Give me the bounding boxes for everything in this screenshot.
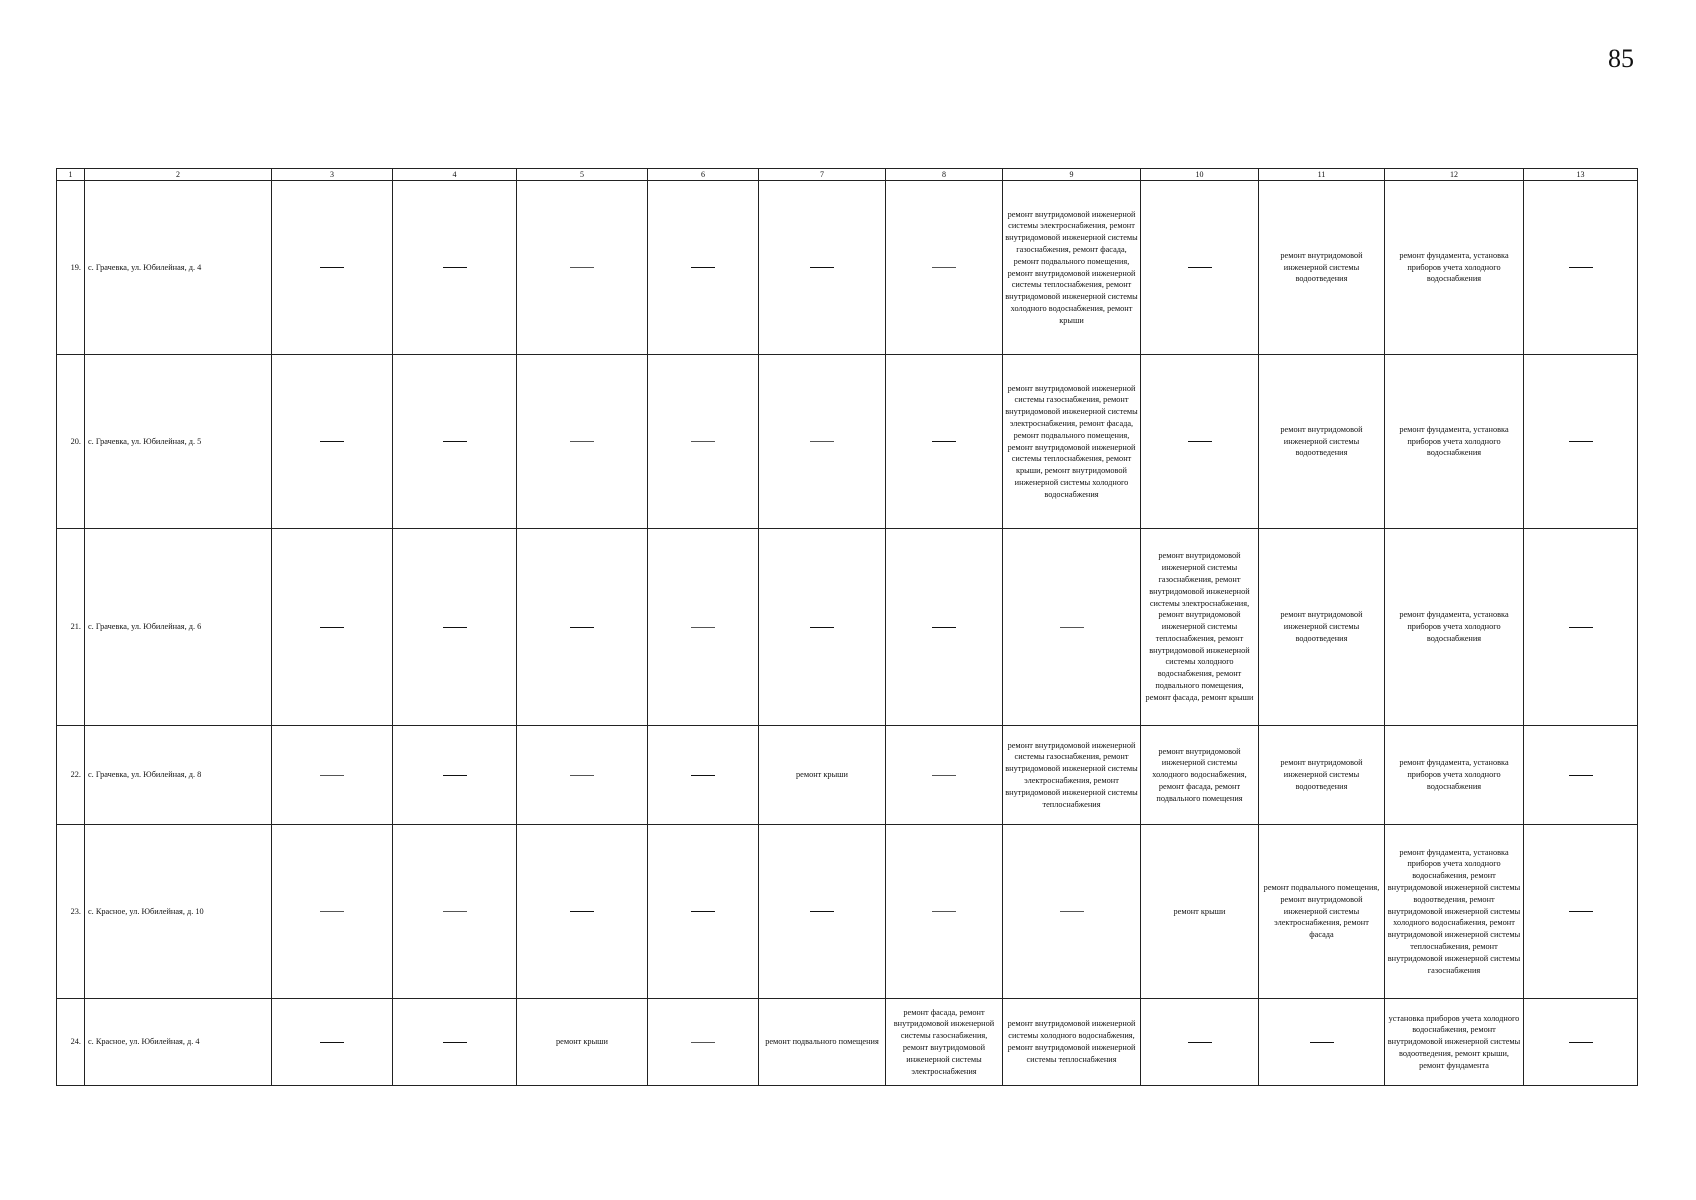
empty-cell [886,181,1003,355]
dash-mark [932,267,956,268]
empty-cell [759,181,886,355]
work-cell: ремонт внутридомовой инженерной системы электроснабжения, ремонт внутридомовой инженерной системы газоснабжения, ремонт фасада, ремонт подвального помещения, ремонт внутридомовой инженерной системы теплоснабжения, ремонт внутридомовой инженерной системы холодного водоснабжения, ремонт крыши [1003,181,1141,355]
empty-cell [886,529,1003,726]
dash-mark [691,441,715,442]
column-header: 10 [1141,169,1259,181]
empty-cell [272,726,393,825]
empty-cell [1003,825,1141,999]
row-number: 24. [57,999,85,1086]
dash-mark [320,627,344,628]
work-cell: ремонт внутридомовой инженерной системы холодного водоснабжения, ремонт внутридомовой инженерной системы теплоснабжения [1003,999,1141,1086]
table-row [57,825,1638,999]
column-header: 11 [1259,169,1385,181]
dash-mark [1188,267,1212,268]
dash-mark [810,267,834,268]
table-row [57,181,1638,355]
dash-mark [932,627,956,628]
empty-cell [759,529,886,726]
dash-mark [691,775,715,776]
column-number-header-row [57,169,1638,181]
empty-cell [1141,999,1259,1086]
table-row [57,355,1638,529]
work-cell: ремонт крыши [759,726,886,825]
dash-mark [1060,627,1084,628]
work-cell: ремонт внутридомовой инженерной системы газоснабжения, ремонт внутридомовой инженерной системы электроснабжения, ремонт внутридомовой инженерной системы теплоснабжения [1003,726,1141,825]
empty-cell [1259,999,1385,1086]
table-row [57,726,1638,825]
empty-cell [886,355,1003,529]
dash-mark [1188,441,1212,442]
column-header: 7 [759,169,886,181]
page-number: 85 [1608,44,1634,73]
dash-mark [1060,911,1084,912]
dash-mark [443,267,467,268]
dash-mark [1310,1042,1334,1043]
row-number: 22. [57,726,85,825]
empty-cell [648,355,759,529]
empty-cell [393,999,517,1086]
address-cell: с. Грачевка, ул. Юбилейная, д. 8 [85,726,272,825]
row-number: 23. [57,825,85,999]
dash-mark [1569,627,1593,628]
dash-mark [570,911,594,912]
dash-mark [570,267,594,268]
dash-mark [320,911,344,912]
work-cell: ремонт внутридомовой инженерной системы водоотведения [1259,529,1385,726]
work-cell: ремонт крыши [1141,825,1259,999]
empty-cell [759,825,886,999]
work-cell: ремонт крыши [517,999,648,1086]
work-cell: ремонт внутридомовой инженерной системы газоснабжения, ремонт внутридомовой инженерной системы электроснабжения, ремонт внутридомовой инженерной системы теплоснабжения, ремонт внутридомовой инженерной системы холодного водоснабжения, ремонт подвального помещения, ремонт фасада, ремонт крыши [1141,529,1259,726]
column-header: 4 [393,169,517,181]
work-cell: установка приборов учета холодного водоснабжения, ремонт внутридомовой инженерной системы водоотведения, ремонт крыши, ремонт фундамента [1385,999,1524,1086]
dash-mark [320,267,344,268]
empty-cell [393,726,517,825]
empty-cell [1524,999,1638,1086]
work-cell: ремонт внутридомовой инженерной системы холодного водоснабжения, ремонт фасада, ремонт подвального помещения [1141,726,1259,825]
dash-mark [1569,775,1593,776]
table-row [57,529,1638,726]
dash-mark [810,911,834,912]
empty-cell [1524,355,1638,529]
work-cell: ремонт фундамента, установка приборов учета холодного водоснабжения, ремонт внутридомовой инженерной системы водоотведения, ремонт внутридомовой инженерной системы холодного водоснабжения, ремонт внутридомовой инженерной системы теплоснабжения, ремонт внутридомовой инженерной системы газоснабжения [1385,825,1524,999]
dash-mark [691,267,715,268]
column-header: 13 [1524,169,1638,181]
dash-mark [320,775,344,776]
work-cell: ремонт фасада, ремонт внутридомовой инженерной системы газоснабжения, ремонт внутридомовой инженерной системы электроснабжения [886,999,1003,1086]
dash-mark [320,1042,344,1043]
empty-cell [393,529,517,726]
dash-mark [1569,267,1593,268]
empty-cell [1141,355,1259,529]
address-cell: с. Красное, ул. Юбилейная, д. 4 [85,999,272,1086]
dash-mark [443,441,467,442]
dash-mark [1188,1042,1212,1043]
work-cell: ремонт внутридомовой инженерной системы водоотведения [1259,355,1385,529]
empty-cell [886,726,1003,825]
empty-cell [759,355,886,529]
empty-cell [517,355,648,529]
empty-cell [648,181,759,355]
work-cell: ремонт фундамента, установка приборов учета холодного водоснабжения [1385,355,1524,529]
column-header: 2 [85,169,272,181]
empty-cell [272,825,393,999]
dash-mark [932,441,956,442]
address-cell: с. Грачевка, ул. Юбилейная, д. 5 [85,355,272,529]
empty-cell [393,181,517,355]
row-number: 20. [57,355,85,529]
dash-mark [570,775,594,776]
empty-cell [272,181,393,355]
empty-cell [1524,181,1638,355]
empty-cell [272,355,393,529]
work-cell: ремонт фундамента, установка приборов учета холодного водоснабжения [1385,726,1524,825]
work-cell: ремонт фундамента, установка приборов учета холодного водоснабжения [1385,181,1524,355]
dash-mark [320,441,344,442]
empty-cell [648,529,759,726]
dash-mark [443,627,467,628]
empty-cell [648,726,759,825]
column-header: 12 [1385,169,1524,181]
dash-mark [932,775,956,776]
column-header: 8 [886,169,1003,181]
empty-cell [1141,181,1259,355]
empty-cell [1003,529,1141,726]
empty-cell [1524,529,1638,726]
dash-mark [691,1042,715,1043]
column-header: 6 [648,169,759,181]
column-header: 5 [517,169,648,181]
column-header: 9 [1003,169,1141,181]
repair-schedule-table [56,168,1638,1086]
address-cell: с. Грачевка, ул. Юбилейная, д. 4 [85,181,272,355]
table-row [57,999,1638,1086]
empty-cell [517,825,648,999]
work-cell: ремонт внутридомовой инженерной системы водоотведения [1259,181,1385,355]
empty-cell [272,999,393,1086]
dash-mark [810,441,834,442]
dash-mark [691,911,715,912]
row-number: 19. [57,181,85,355]
empty-cell [648,999,759,1086]
address-cell: с. Грачевка, ул. Юбилейная, д. 6 [85,529,272,726]
row-number: 21. [57,529,85,726]
empty-cell [648,825,759,999]
dash-mark [932,911,956,912]
empty-cell [517,529,648,726]
dash-mark [1569,1042,1593,1043]
address-cell: с. Красное, ул. Юбилейная, д. 10 [85,825,272,999]
empty-cell [393,355,517,529]
work-cell: ремонт внутридомовой инженерной системы водоотведения [1259,726,1385,825]
dash-mark [570,441,594,442]
dash-mark [443,1042,467,1043]
empty-cell [517,181,648,355]
empty-cell [393,825,517,999]
column-header: 1 [57,169,85,181]
dash-mark [443,775,467,776]
empty-cell [1524,825,1638,999]
empty-cell [272,529,393,726]
dash-mark [810,627,834,628]
empty-cell [517,726,648,825]
work-cell: ремонт подвального помещения [759,999,886,1086]
empty-cell [886,825,1003,999]
work-cell: ремонт фундамента, установка приборов учета холодного водоснабжения [1385,529,1524,726]
work-cell: ремонт внутридомовой инженерной системы газоснабжения, ремонт внутридомовой инженерной системы электроснабжения, ремонт фасада, ремонт подвального помещения, ремонт внутридомовой инженерной системы теплоснабжения, ремонт крыши, ремонт внутридомовой инженерной системы холодного водоснабжения [1003,355,1141,529]
empty-cell [1524,726,1638,825]
dash-mark [570,627,594,628]
column-header: 3 [272,169,393,181]
work-cell: ремонт подвального помещения, ремонт внутридомовой инженерной системы электроснабжения, ремонт фасада [1259,825,1385,999]
dash-mark [1569,441,1593,442]
dash-mark [691,627,715,628]
dash-mark [1569,911,1593,912]
dash-mark [443,911,467,912]
